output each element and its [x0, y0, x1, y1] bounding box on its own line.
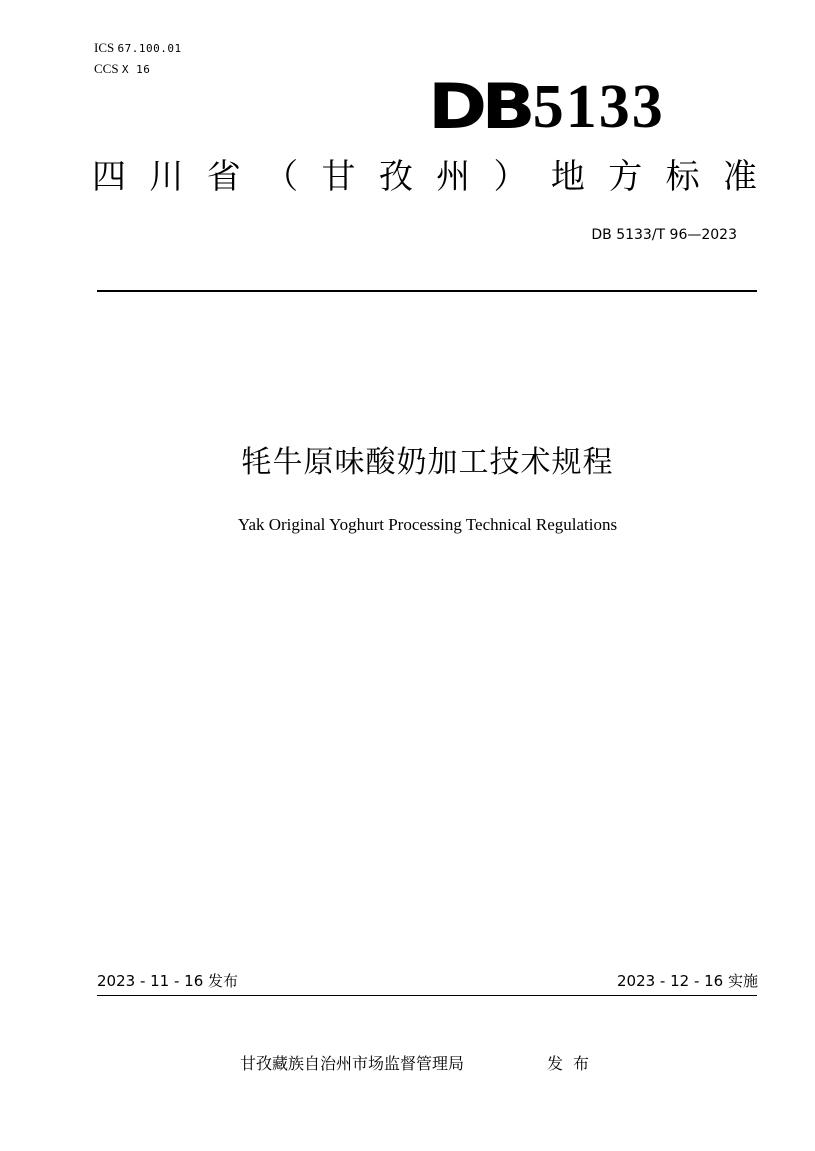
ccs-value: X 16 — [121, 63, 151, 76]
footer-divider — [97, 995, 757, 996]
document-title-english: Yak Original Yoghurt Processing Technical Regulations — [237, 515, 618, 534]
db-region-code: 5133 — [532, 73, 665, 141]
ccs-classification — [94, 61, 150, 78]
ics-value: 67.100.01 — [117, 42, 182, 55]
standard-number: DB 5133/T 96—2023 — [591, 227, 737, 243]
ccs-label: CCS — [94, 61, 119, 76]
header-divider — [97, 290, 757, 292]
implementation-date: 2023 - 12 - 16 实施 — [616, 972, 758, 990]
publisher-action: 发布 — [547, 1054, 600, 1073]
db-logo-letters: DB — [428, 70, 531, 143]
publisher-name: 甘孜藏族自治州市场监督管理局 — [240, 1054, 465, 1073]
ics-label: ICS — [94, 40, 115, 55]
issue-date: 2023 - 11 - 16 发布 — [97, 972, 239, 990]
ics-classification — [94, 40, 182, 57]
standard-type-heading: 四 川 省 （ 甘 孜 州 ） 地 方 标 准 — [92, 157, 757, 197]
db-standard-mark — [428, 68, 665, 143]
document-title-chinese: 牦牛原味酸奶加工技术规程 — [241, 445, 614, 480]
